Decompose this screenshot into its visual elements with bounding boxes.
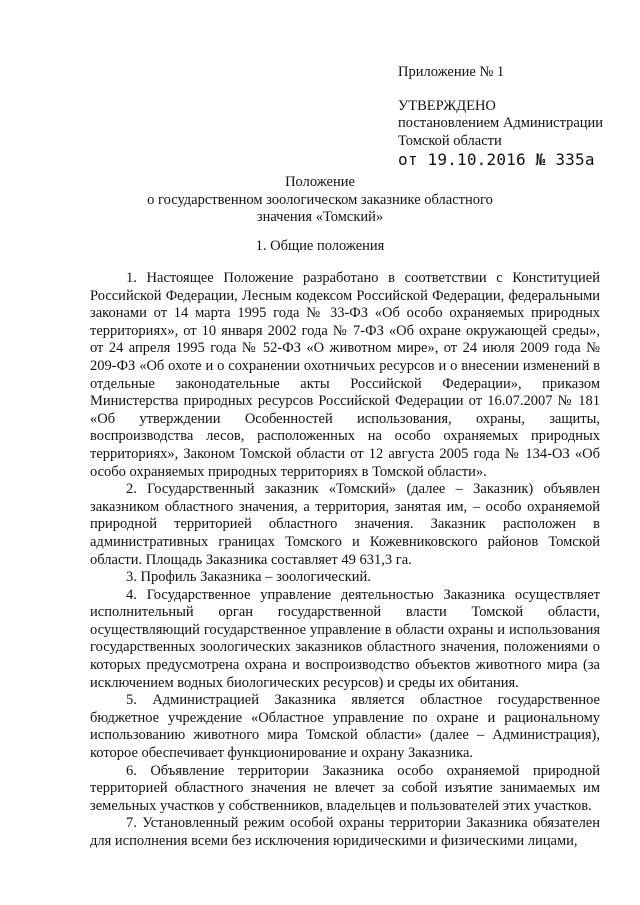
title-line-3: значения «Томский» — [256, 209, 384, 225]
annex-label: Приложение № 1 — [398, 64, 505, 80]
paragraph: 4. Государственное управление деятельностью Заказника осуществляет исполнительный орган государственной власти Томской области, осуществляющий государственное управление в области охраны и использования государственных зоологических заказников областного значения, положениями о которых предусмотрена охрана и воспроизводство объектов животного мира (за исключением водных биологических ресурсов) и среды их обитания. — [90, 586, 600, 691]
paragraph: 6. Объявление территории Заказника особо охраняемой природной территорией областного значения не влечет за собой изъятие занимаемых им земельных участков у собственников, владельцев и пользователей этих участков. — [90, 762, 600, 814]
approval-block — [398, 64, 618, 169]
section-heading: 1. Общие положения — [255, 238, 385, 254]
paragraph: 7. Установленный режим особой охраны территории Заказника обязателен для исполнения всеми без исключения юридическими и физическими лицами, — [90, 815, 600, 849]
approved-label: УТВЕРЖДЕНО — [398, 97, 496, 114]
approved-by-line: постановлением Администрации — [398, 115, 604, 131]
paragraph: 2. Государственный заказник «Томский» (далее – Заказник) объявлен заказником областного значения, а территория, занятая им, – особо охраняемой природной территорией областного значения. Заказник расположен в административных границах Томского и Кожевниковского районов Томской области. Площадь Заказника составляет 49 631,3 га. — [90, 481, 600, 568]
body-text — [90, 270, 600, 851]
document-title — [60, 174, 580, 227]
title-line-1: Положение — [285, 174, 355, 190]
paragraph: 1. Настоящее Положение разработано в соответствии с Конституцией Российской Федерации, Лесным кодексом Российской Федерации, федеральными законами от 14 марта 1995 года № 33-ФЗ «Об особо охраняемых природных территориях», от 10 января 2002 года № 7-ФЗ «Об охране окружающей среды», от 24 апреля 1995 года № 52-ФЗ «О животном мире», от 24 июля 2009 года № 209-ФЗ «Об охоте и о сохранении охотничьих ресурсов и о внесении изменений в отдельные законодательные акты Российской Федерации», приказом Министерства природных ресурсов Российской Федерации от 16.07.2007 № 181 «Об утверждении Особенностей использования, охраны, защиты, воспроизводства лесов, расположенных на особо охраняемых природных территориях», Законом Томской области от 12 августа 2005 года № 134-ОЗ «Об особо охраняемых природных территориях в Томской области». — [90, 270, 600, 480]
paragraph: 5. Администрацией Заказника является областное государственное бюджетное учреждение «Областное управление по охране и рациональному использованию животного мира Томской области» (далее – Администрация), которое обеспечивает функционирование и охрану Заказника. — [90, 692, 600, 762]
title-line-2: о государственном зоологическом заказнике областного — [147, 191, 493, 208]
paragraph: 3. Профиль Заказника – зоологический. — [126, 569, 371, 586]
decree-date-number: от 19.10.2016 № 335а — [398, 150, 595, 169]
approved-by-region: Томской области — [398, 132, 502, 149]
